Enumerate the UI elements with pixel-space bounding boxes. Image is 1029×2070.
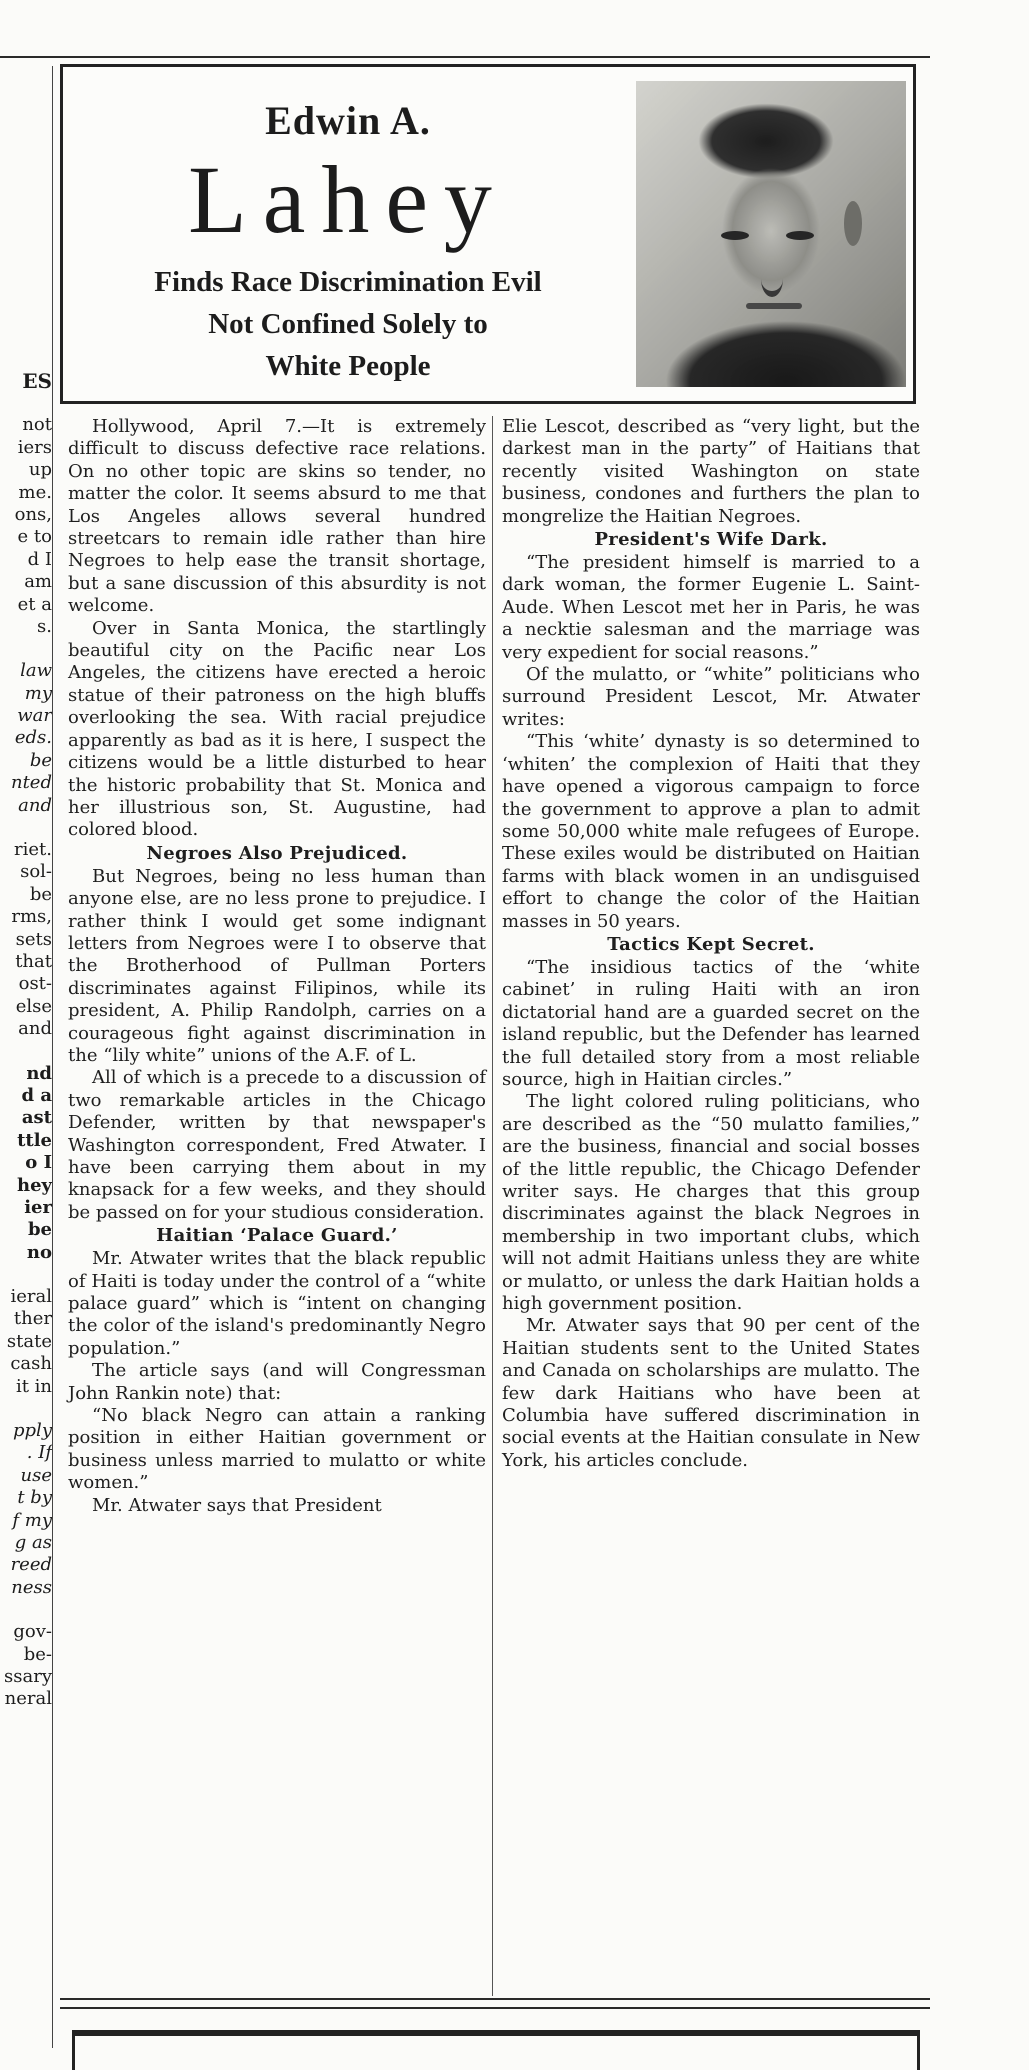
fragment-line: ness bbox=[11, 1576, 52, 1598]
fragment-line: that bbox=[15, 950, 52, 972]
fragment-line: et a bbox=[17, 593, 52, 615]
section-subhead: Negroes Also Prejudiced. bbox=[146, 842, 408, 864]
fragment-line: ost- bbox=[18, 973, 52, 995]
fragment-line: up bbox=[28, 459, 52, 481]
fragment-line: ons, bbox=[14, 503, 52, 525]
article-paragraph: The article says (and will Congressman John Rankin note) that: bbox=[68, 1360, 486, 1404]
article-paragraph: “This ‘white’ dynasty is so determined to ‘whiten’ the complexion of Haiti that they have opened a vigorous campaign to force the government to approve a plan to admit some 50,000 white male refugees of Europe. These exiles would be distributed on Haitian farms with black women in an undisguised effort to change the color of the Haitian masses in 50 years. bbox=[502, 731, 920, 932]
article-paragraph: Over in Santa Monica, the startlingly beautiful city on the Pacific near Los Angeles, the citizens have erected a heroic statue of their patroness on the high bluffs overlooking the sea. With racial prejudice apparently as bad as it is here, I suspect the citizens would be a little disturbed to hear the historic probability that St. Monica and her illustrious son, St. Augustine, had colored blood. bbox=[68, 617, 486, 841]
fragment-line: be- bbox=[23, 1643, 52, 1665]
fragment-line: ieral bbox=[10, 1286, 52, 1308]
fragment-line: war bbox=[17, 705, 52, 727]
spacer bbox=[0, 1398, 52, 1420]
fragment-line: use bbox=[20, 1464, 52, 1486]
fragment-line: it in bbox=[15, 1375, 52, 1397]
fragment-line: be bbox=[29, 749, 52, 771]
column-divider bbox=[492, 416, 493, 1996]
portrait-eye-right bbox=[786, 231, 814, 240]
fragment-line: sol- bbox=[20, 861, 52, 883]
column-rule-left bbox=[52, 66, 53, 2048]
fragment-line: no bbox=[26, 1241, 52, 1263]
article-paragraph: Hollywood, April 7.—It is extremely difficult to discuss defective race relations. On no other topic are skins so tender, no matter the color. It seems absurd to me that Los Angeles allows several hundred streetcars to remain idle rather than hire Negroes to help ease the transit shortage, but a sane discussion of this absurdity is not welcome. bbox=[68, 416, 486, 617]
fragment-line: neral bbox=[4, 1688, 52, 1710]
spacer bbox=[0, 1041, 52, 1063]
fragment-line: iers bbox=[17, 436, 52, 458]
fragment-line: f my bbox=[12, 1509, 52, 1531]
spacer bbox=[0, 1264, 52, 1286]
section-subhead: Tactics Kept Secret. bbox=[607, 933, 815, 955]
fragment-line: state bbox=[6, 1330, 52, 1352]
spacer bbox=[0, 817, 52, 839]
article-column-right bbox=[502, 416, 920, 1472]
fragment-line: nted bbox=[10, 772, 52, 794]
article-paragraph: Mr. Atwater writes that the black republic of Haiti is today under the control of a “white palace guard” which is “intent on changing the color of the island's predominantly Negro population.” bbox=[68, 1248, 486, 1359]
article-column-left bbox=[68, 416, 486, 1517]
byline-first-name: Edwin A. bbox=[265, 98, 431, 143]
section-subhead: Haitian ‘Palace Guard.’ bbox=[156, 1225, 398, 1247]
fragment-line: am bbox=[24, 571, 52, 593]
top-rule bbox=[0, 56, 930, 58]
article-paragraph: Of the mulatto, or “white” politicians who surround President Lescot, Mr. Atwater writes: bbox=[502, 664, 920, 730]
fragment-line: not bbox=[22, 414, 52, 436]
bottom-rule-2 bbox=[60, 2007, 930, 2009]
spacer bbox=[0, 1599, 52, 1621]
author-portrait-photo bbox=[636, 81, 906, 387]
adjacent-heading-fragment: ES bbox=[22, 370, 52, 393]
article-paragraph: “The insidious tactics of the ‘white cabinet’ in ruling Haiti with an iron dictatorial hand are a guarded secret on the island republic, but the Defender has learned the full detailed story from a most reliable source, high in Haitian circles.” bbox=[502, 956, 920, 1090]
fragment-line: d a bbox=[21, 1084, 52, 1106]
fragment-line: be bbox=[27, 1219, 52, 1241]
article-paragraph: “No black Negro can attain a ranking position in either Haitian government or business unless married to mulatto or white women.” bbox=[68, 1405, 486, 1494]
portrait-mouth bbox=[746, 303, 802, 309]
portrait-nose bbox=[761, 261, 783, 297]
fragment-line: sets bbox=[15, 928, 52, 950]
byline-last-name: Lahey bbox=[188, 146, 508, 253]
fragment-line: law bbox=[20, 660, 52, 682]
article-paragraph: Elie Lescot, described as “very light, but the darkest man in the party” of Haitians that recently visited Washington on state business, condones and furthers the plan to mongrelize the Haitian Negroes. bbox=[502, 416, 920, 527]
fragment-line: cash bbox=[10, 1353, 52, 1375]
fragment-line: ttle bbox=[17, 1129, 52, 1151]
spacer bbox=[0, 392, 52, 414]
fragment-line: e to bbox=[17, 526, 52, 548]
fragment-line: s. bbox=[37, 615, 52, 637]
article-paragraph: The light colored ruling politicians, who are described as the “50 mulatto families,” are the business, financial and social bosses of the little republic, the Chicago Defender writer says. He charges that this group discriminates against the black Negroes in membership in two important clubs, which will not admit Haitians unless they are white or mulatto, or unless the dark Haitian holds a high government position. bbox=[502, 1091, 920, 1315]
fragment-line: reed bbox=[10, 1554, 52, 1576]
fragment-line: . If bbox=[26, 1442, 52, 1464]
fragment-line: o I bbox=[25, 1152, 52, 1174]
article-paragraph: Mr. Atwater says that 90 per cent of the Haitian students sent to the United States and Canada on scholarships are mulatto. The few dark Haitians who have been at Columbia have suffered discrimination in social events at the Haitian consulate in New York, his articles conclude. bbox=[502, 1315, 920, 1471]
adjacent-column-fragment bbox=[0, 370, 52, 1711]
fragment-line: ier bbox=[24, 1196, 52, 1218]
fragment-line: ssary bbox=[4, 1665, 52, 1687]
fragment-line: rms, bbox=[11, 906, 52, 928]
article-paragraph: All of which is a precede to a discussion of two remarkable articles in the Chicago Defender, written by that newspaper's Washington correspondent, Fred Atwater. I have been carrying them about in my knapsack for a few weeks, and they should be passed on for your studious consideration. bbox=[68, 1067, 486, 1223]
portrait-eye-left bbox=[721, 231, 749, 240]
fragment-line: me. bbox=[18, 481, 52, 503]
fragment-line: and bbox=[18, 1018, 52, 1040]
article-paragraph: Mr. Atwater says that President bbox=[92, 1494, 382, 1516]
next-article-box bbox=[72, 2030, 920, 2070]
fragment-lines bbox=[0, 414, 52, 1710]
fragment-line: d I bbox=[27, 548, 52, 570]
headline bbox=[63, 261, 633, 387]
headline-line-3: White People bbox=[265, 350, 431, 382]
fragment-line: pply bbox=[13, 1420, 52, 1442]
headline-line-2: Not Confined Solely to bbox=[208, 308, 488, 340]
article-paragraph: But Negroes, being no less human than anyone else, are no less prone to prejudice. I rather think I would get some indignant letters from Negroes were I to observe that the Brotherhood of Pullman Porters discriminates against Filipinos, while its president, A. Philip Randolph, carries on a courageous fight against discrimination in the “lily white” unions of the A.F. of L. bbox=[68, 865, 486, 1066]
fragment-line: eds. bbox=[14, 727, 52, 749]
spacer bbox=[0, 638, 52, 660]
fragment-line: and bbox=[18, 794, 52, 816]
fragment-line: gov- bbox=[13, 1621, 52, 1643]
article-header-box bbox=[60, 64, 916, 404]
bottom-rule-1 bbox=[60, 1998, 930, 2000]
fragment-line: t by bbox=[17, 1487, 52, 1509]
headline-line-1: Finds Race Discrimination Evil bbox=[154, 266, 542, 298]
fragment-line: g as bbox=[14, 1531, 52, 1553]
fragment-line: my bbox=[24, 682, 52, 704]
fragment-line: be bbox=[29, 883, 52, 905]
fragment-line: hey bbox=[17, 1174, 52, 1196]
article-paragraph: “The president himself is married to a dark woman, the former Eugenie L. Saint-Aude. When Lescot met her in Paris, he was a necktie salesman and the marriage was very expedient for social reasons.” bbox=[502, 552, 920, 663]
fragment-line: ast bbox=[21, 1107, 52, 1129]
fragment-line: else bbox=[15, 995, 52, 1017]
fragment-line: riet. bbox=[14, 839, 52, 861]
portrait-ear bbox=[844, 201, 862, 246]
fragment-line: ther bbox=[13, 1308, 52, 1330]
fragment-line: nd bbox=[26, 1062, 52, 1084]
section-subhead: President's Wife Dark. bbox=[594, 529, 828, 551]
